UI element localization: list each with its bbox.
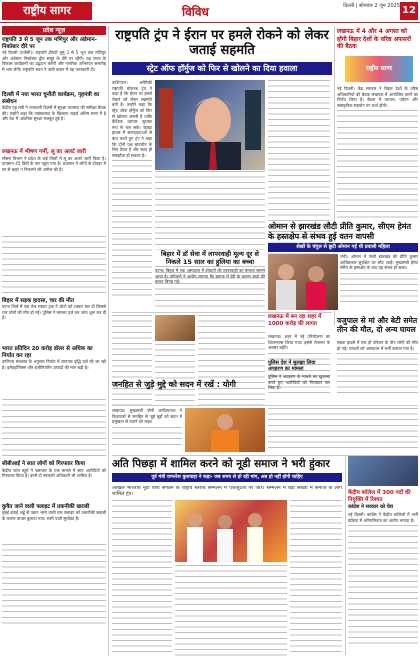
bottom-left-text (112, 500, 172, 656)
right-top-headline: लखनऊ में 4 और 4 अगस्त को होंगी बिहार देशों के वरिष्ठ अफसरों की बैठक (337, 28, 411, 50)
yogi-body: लखनऊ। मुख्यमंत्री योगी आदित्यनाथ ने विधायकों से जनहित से जुड़े मुद्दों को सदन में प्रमुखता से उठाने को कहा। (112, 408, 182, 452)
police-headline: पुलिस देश ने सुलझा लिया अपहरण का मामला (268, 360, 316, 372)
lead-photo (155, 80, 265, 170)
crowd-photo-icon (175, 500, 287, 562)
page-number: 12 (400, 2, 418, 20)
hemant-kicker: शेखों के चंगुल से छूटी ओमान गई थी प्रवासी महिला (268, 243, 418, 252)
bottom-lead-body: अखिल भारतीय नूडी वैश्य संगठन के राष्ट्रीय स्तरीय सम्मेलन में एकजुटता पर जोर। सम्मेलन में बड़ी संख्या में समाज के लोग शामिल हुए। (112, 486, 342, 496)
yogi-headline: जनहित से जुड़े मुद्दे को सदन में रखें : योगी (112, 380, 237, 389)
hemant-photo (268, 254, 338, 310)
story-headline: कुवैत जाने वाली फ्लाइट में तकनीकी खराबी (2, 503, 90, 510)
mid-left-body (112, 315, 152, 405)
mid-center-body (198, 315, 265, 405)
right-bottom-subhead: कांग्रेस ने सरकार को घेरा (348, 504, 394, 510)
yogi-body-cont (268, 408, 418, 452)
mid-center-body2 (155, 344, 195, 405)
section-title: विविध (182, 5, 209, 19)
story-body: नई दिल्ली (एजेंसी)। राष्ट्रपति द्रौपदी मुर्मु 3 से 5 जून तक मणिपुर और अंडेमान निकोबार द्वीप समूह के दौरे पर रहेंगी। वह राज्य के विकास कार्यक्रमों का उद्घाटन करेंगी और नागरिक अभिनंदन समारोह में भाग लेंगी। राष्ट्रपति भवन ने जारी बयान में यह जानकारी दी। (2, 50, 106, 72)
date-line: दिल्ली | सोमवार 2 जून 2025 (343, 3, 400, 9)
left-column (2, 26, 106, 656)
story-body: मुंबई हवाई अड्डे से उड़ान भरने वाली एक फ्लाइट को तकनीकी खराबी के कारण वापस बुलाया गया। सभी यात्री सुरक्षित हैं। (2, 510, 106, 521)
ad-banner: राष्ट्रीय सागर (345, 56, 413, 82)
bottom-lead-headline: अति पिछड़ा में शामिल करने को नूडी समाज ने भरी हुंकार (112, 458, 330, 470)
right-bottom-body: नई दिल्ली। कांग्रेस ने केंद्रीय कॉलेजों में भर्ती प्रक्रिया में अनियमितता का आरोप लगाया है। (348, 512, 418, 656)
right-bottom-photo (348, 456, 418, 486)
column-divider (108, 26, 109, 656)
mid-body: पटना। बिहार में एक अस्पताल में डॉक्टरों की लापरवाही का मामला सामने आया है। परिजनों ने आरोप लगाया कि इलाज में देरी के कारण बच्चे की हालत बिगड़ गई। (155, 268, 265, 285)
hemant-headline: ओमान से झारखंड लौटी प्रीति कुमार, सीएम हेमंत के हस्तक्षेप से संभव हुई वतन वापसी (268, 222, 412, 241)
lead-body: वाशिंगटन। अमेरिकी राष्ट्रपति डोनाल्ड ट्रंप ने कहा है कि ईरान पर हमले रोकने को लेकर सहमति बनी है। उन्होंने कहा कि स्ट्रेट ऑफ हॉर्मुज को फिर से खोलना जरूरी है ताकि वैश्विक व्यापार सुचारू रूप से चल सके। व्हाइट हाउस में संवाददाताओं से बात करते हुए ट्रंप ने कहा कि दोनों पक्ष बातचीत के लिए तैयार हैं और जल्द ही समझौता हो सकता है। (112, 80, 152, 310)
right-bottom-headline: केंद्रीय कॉलेज में 300 पदों की नियुक्ति में रिश्वत (348, 490, 411, 503)
yogi-photo (185, 408, 265, 452)
story-body: केंद्रीय गृह मंत्री ने राजधानी दिल्ली में सुरक्षा व्यवस्था की समीक्षा बैठक की। उन्होंने कहा कि नक्सलवाद के खिलाफ लड़ाई अंतिम चरण में है और देश में आंतरिक सुरक्षा मजबूत हुई है। (2, 105, 106, 122)
story-headline: भारत प्रतिदिन 20 करोड़ डॉलर से अधिक का निर्यात कर रहा (2, 346, 93, 359)
text-filler (2, 544, 106, 624)
story-body: केंद्रीय जांच ब्यूरो ने भ्रष्टाचार के एक मामले में सात आरोपियों को गिरफ्तार किया है। इनमें दो सरकारी अधिकारी भी शामिल हैं। (2, 467, 106, 479)
story-headline: राष्ट्रपति 3 से 5 जून तक मणिपुर और अंडेमान-निकोबार दौरे पर (2, 37, 97, 50)
hemant-body: रांची। ओमान में फंसी झारखंड की प्रीति कुमार आखिरकार सुरक्षित घर लौट आईं। मुख्यमंत्री हेमंत सोरेन के हस्तक्षेप के बाद यह संभव हो सका। (340, 254, 418, 314)
bottom-right-text (290, 500, 342, 656)
story-headline: सीबीआई ने सात लोगों को गिरफ्तार किया (2, 461, 85, 467)
story-headline: बिहार में सड़क हादसा, चार की मौत (2, 297, 74, 304)
column-divider (345, 455, 346, 655)
text-filler (2, 236, 106, 296)
trump-photo-icon (155, 80, 265, 170)
masthead (0, 0, 420, 23)
section-divider (112, 312, 332, 313)
people-photo-icon (268, 254, 338, 310)
lead-subhead: स्ट्रेट ऑफ हॉर्मुज को फिर से खोलने का दिया हवाला (112, 62, 332, 75)
police-body: पुलिस ने अपहरण के मामले का खुलासा करते हुए आरोपियों को गिरफ्तार कर लिया है। (268, 374, 330, 391)
right-mid-body: सड़क हादसे में एक ही परिवार के तीन लोगों की मौत हो गई। घायलों को अस्पताल में भर्ती कराया गया है। (337, 340, 418, 405)
ujjain-headline: लखनऊ में बन रहा शहर में 1000 करोड़ की लागत (268, 314, 322, 327)
bottom-lead-subhead: पूर्व मंत्री रामनरेश कुशवाहा ने कहा- जब समय से हो रही मांग, अब हो नहीं होगी चाहिए (112, 473, 342, 482)
section-divider (112, 405, 418, 406)
ujjain-body: लखनऊ। शहर में नई परियोजना का शिलान्यास किया गया। इससे रोजगार के अवसर बढ़ेंगे। (268, 334, 330, 404)
story-body: मौसम विभाग ने प्रदेश के कई जिलों में लू का अलर्ट जारी किया है। तापमान 45 डिग्री के पार पहुंच गया है। प्रशासन ने लोगों से दोपहर में घर से बाहर न निकलने की अपील की है। (2, 155, 106, 172)
left-column-header: प्रदेश न्यूज़ (2, 26, 106, 35)
newspaper-logo: राष्ट्रीय सागर (2, 2, 92, 20)
story-headline: दिल्ली में नया भारत चुनौती कार्यक्रम, गृहमंत्री का संबोधन (2, 92, 100, 105)
lead-headline: राष्ट्रपति ट्रंप ने ईरान पर हमले रोकने को लेकर जताई सहमति (115, 28, 329, 58)
story-photo (155, 315, 195, 341)
right-mid-headline: वजुपाल से मां और बेटी समेत तीन की मौत, दो अन्य घायल (337, 316, 418, 334)
right-top-body: नई दिल्ली। केंद्र सरकार ने बिहार देशों के वरिष्ठ अधिकारियों की बैठक लखनऊ में आयोजित करने का निर्णय लिया है। बैठक में व्यापार, पर्यटन और सांस्कृतिक सहयोग पर चर्चा होगी। (337, 86, 418, 236)
bottom-photo (175, 500, 287, 562)
mid-headline: बिहार में डॉ सेवा में लापरवाही मूल्य दूर से निकले 15 साल का हुलिया का बच्चा (155, 250, 265, 266)
bottom-center-text (175, 565, 287, 656)
story-body: पटना जिले में एक तेज रफ्तार ट्रक ने ऑटो को टक्कर मार दी जिससे चार लोगों की मौत हो गई। पुलिस ने मामला दर्ज कर जांच शुरू कर दी है। (2, 304, 106, 321)
speaker-photo-icon (185, 408, 265, 452)
text-filler (2, 399, 106, 459)
story-headline: लखनऊ में भीषण गर्मी, लू का अलर्ट जारी (2, 149, 86, 155)
story-body: वाणिज्य मंत्रालय के अनुसार निर्यात में लगातार वृद्धि दर्ज की जा रही है। इलेक्ट्रॉनिक्स और इंजीनियरिंग उत्पादों की मांग बढ़ी है। (2, 359, 106, 370)
